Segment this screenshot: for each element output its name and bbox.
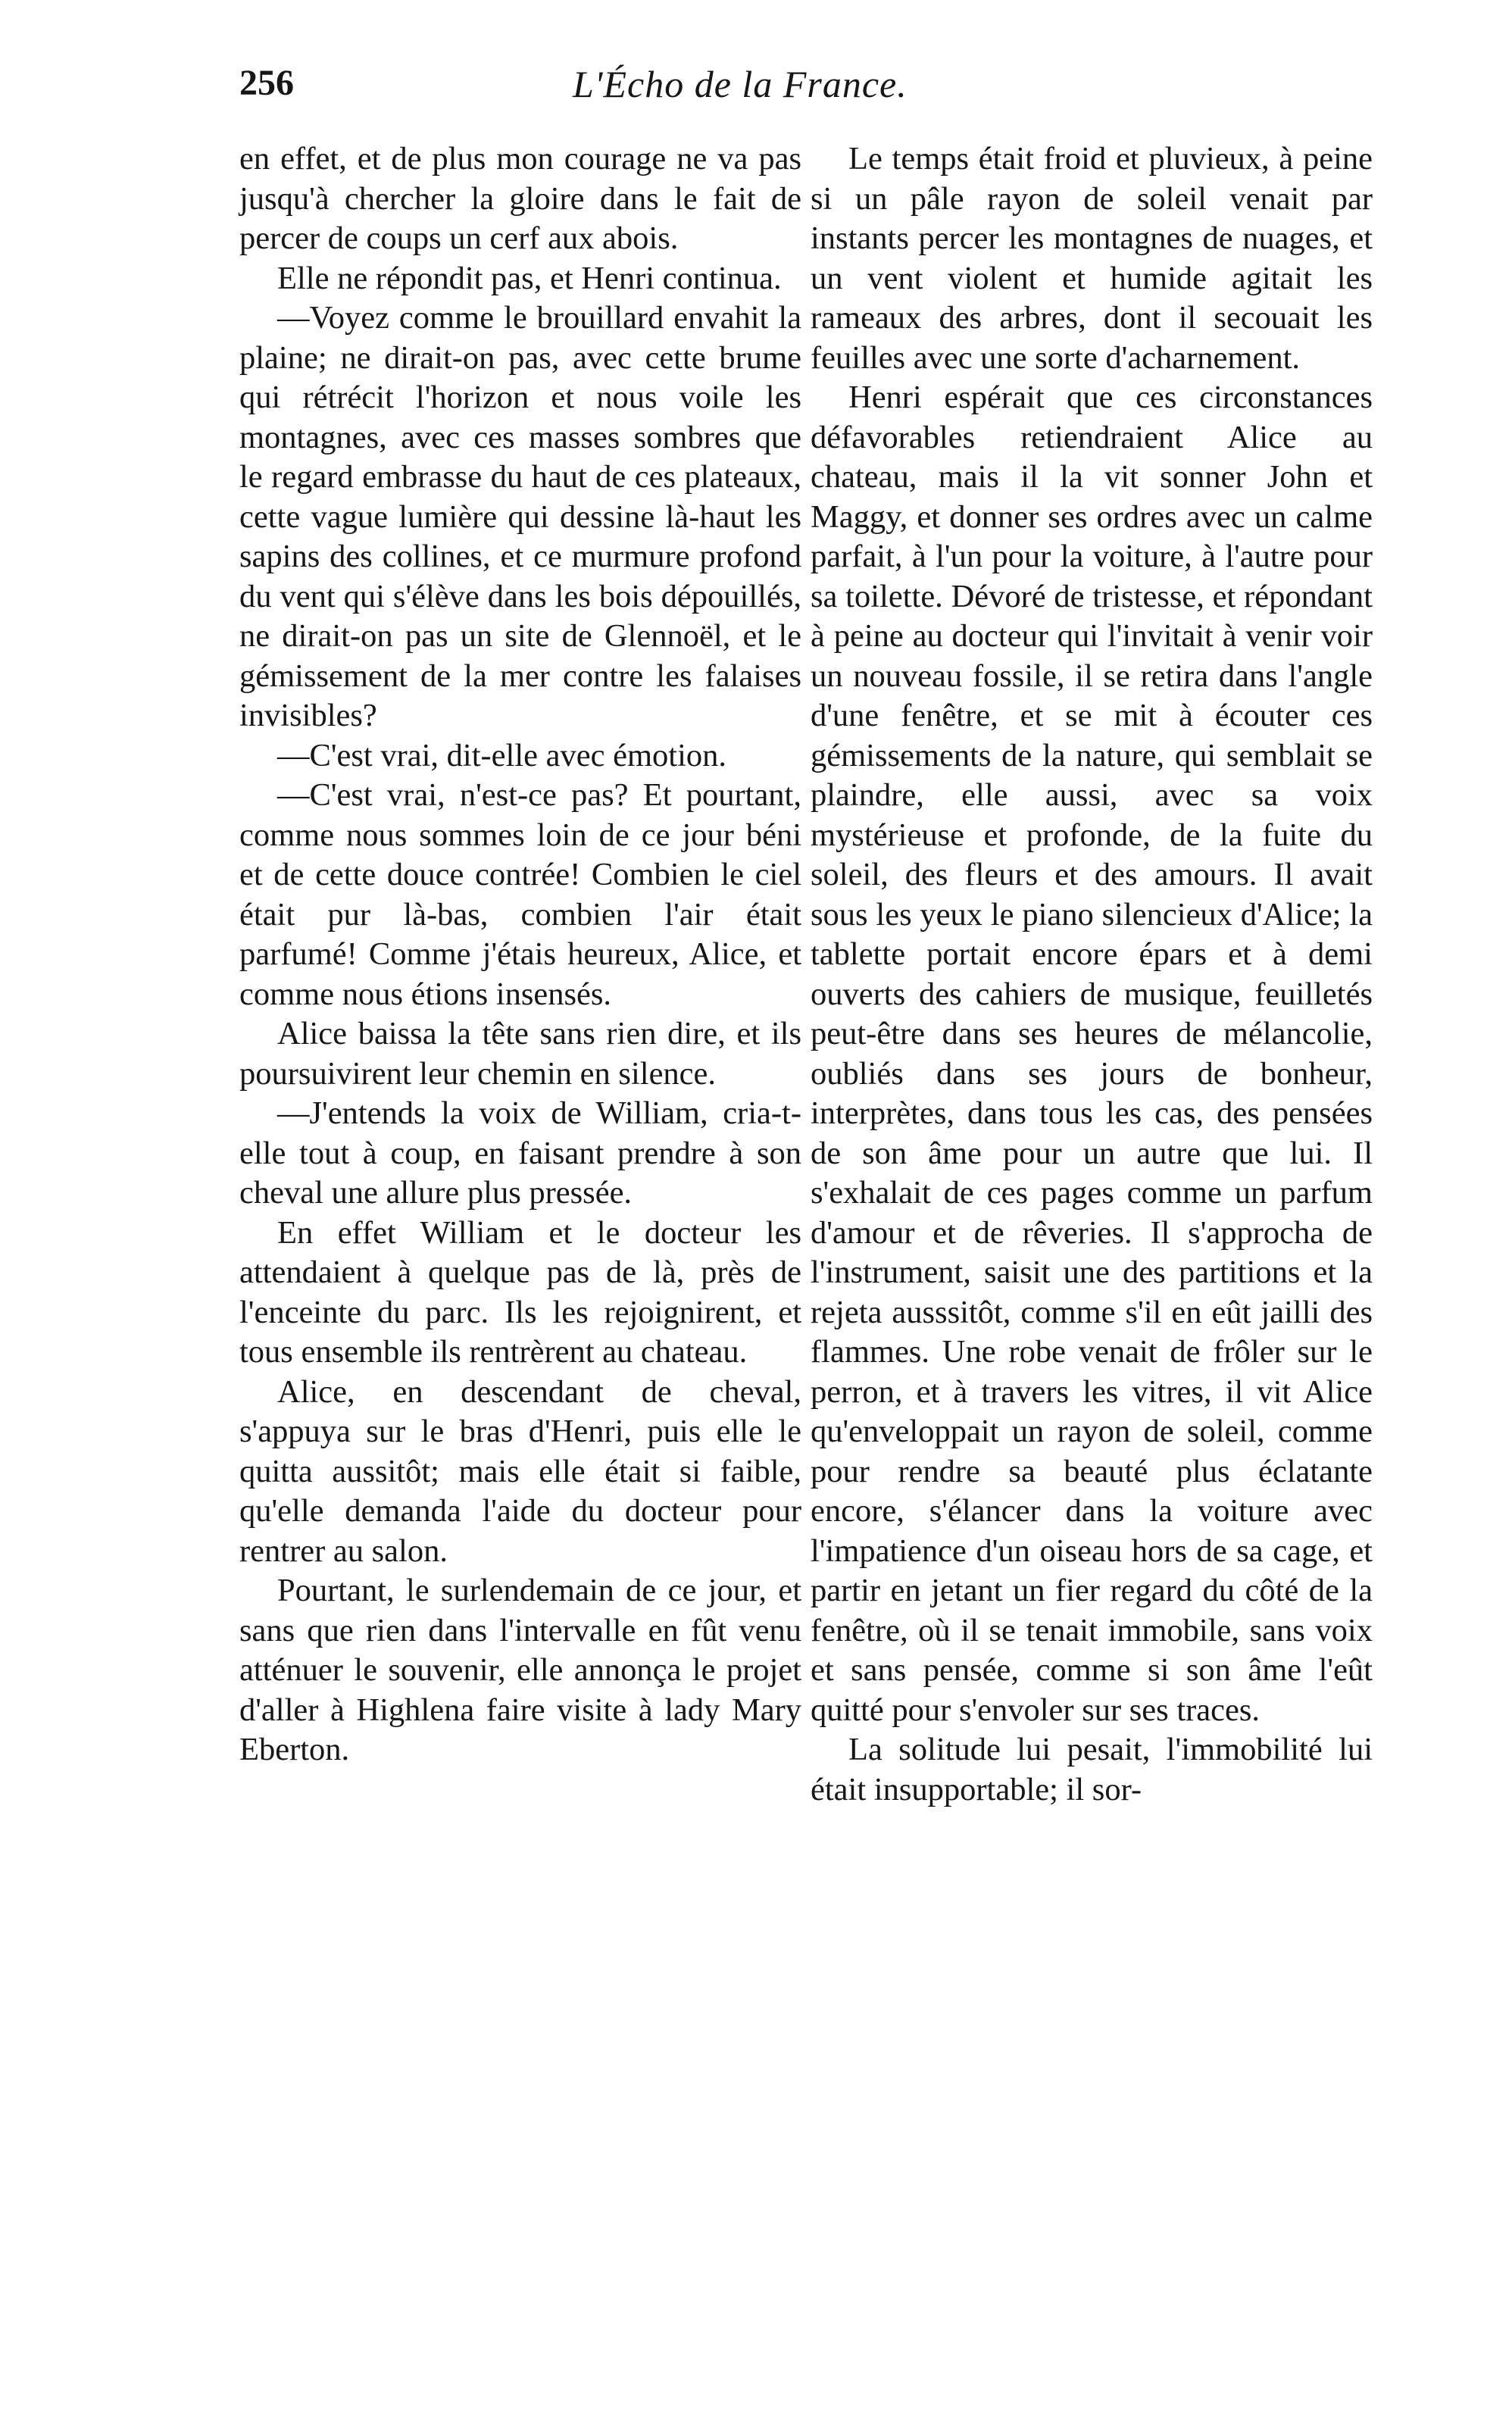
paragraph: Henri espérait que ces circonstances défavorables retiendraient Alice au chateau, mais il la vit sonner John et Maggy, et donner ses ordres avec un calme parfait, à l'un pour la voiture, à l'autre pour sa toilette. Dévoré de tristesse, et répondant à peine au docteur qui l'invitait à venir voir un nouveau fossile, il se retira dans l'angle d'une fenêtre, et se mit à écouter ces gémissements de la nature, qui semblait se plaindre, elle aussi, avec sa voix mystérieuse et profonde, de la fuite du soleil, des fleurs et des amours. Il avait sous les yeux le piano silencieux d'Alice; la tablette portait encore épars et à demi ouverts des cahiers de musique, feuilletés peut-être dans ses heures de mélancolie, oubliés dans ses jours de bonheur, interprètes, dans tous les cas, des pensées de son âme pour un autre que lui. Il s'exhalait de ces pages comme un parfum d'amour et de rêveries. Il s'approcha de l'instrument, saisit une des partitions et la rejeta ausssitôt, comme s'il en eût jailli des flammes. Une robe venait de frôler sur le perron, et à travers les vitres, il vit Alice qu'enveloppait un rayon de soleil, comme pour rendre sa beauté plus éclatante encore, s'élancer dans la voiture avec l'impatience d'un oiseau hors de sa cage, et partir en jetant un fier regard du côté de la fenêtre, où il se tenait immobile, sans voix et sans pensée, comme si son âme l'eût quitté pour s'envoler sur ses traces. [811, 380, 1373, 1728]
paragraph: Alice baissa la tête sans rien dire, et ils poursuivirent leur chemin en silence. [239, 1016, 801, 1092]
paragraph: Alice, en descendant de cheval, s'appuya sur le bras d'Henri, puis elle le quitta aussitôt; mais elle était si faible, qu'elle demanda l'aide du docteur pour rentrer au salon. [239, 1373, 801, 1569]
running-title: L'Écho de la France. [573, 63, 908, 105]
right-text-column [811, 139, 1373, 1810]
paragraph: Pourtant, le surlendemain de ce jour, et sans que rien dans l'intervalle en fût venu atténuer le souvenir, elle annonça le projet d'aller à Highlena faire visite à lady Mary Eberton. [239, 1573, 801, 1767]
paragraph: —Voyez comme le brouillard envahit la plaine; ne dirait-on pas, avec cette brume qui rétrécit l'horizon et nous voile les montagnes, avec ces masses sombres que le regard embrasse du haut de ces plateaux, cette vague lumière qui dessine là-haut les sapins des collines, et ce murmure profond du vent qui s'élève dans les bois dépouillés, ne dirait-on pas un site de Glennoël, et le gémissement de la mer contre les falaises invisibles? [239, 300, 801, 733]
page-header [239, 62, 1376, 115]
page-number: 256 [239, 63, 294, 103]
left-text-column [239, 139, 801, 1770]
paragraph: La solitude lui pesait, l'immobilité lui était insupportable; il sor- [811, 1732, 1373, 1807]
paragraph: En effet William et le docteur les attendaient à quelque pas de là, près de l'enceinte du parc. Ils les rejoignirent, et tous ensemble ils rentrèrent au chateau. [239, 1214, 801, 1370]
paragraph: —J'entends la voix de William, cria-t-elle tout à coup, en faisant prendre à son cheval une allure plus pressée. [239, 1095, 801, 1211]
paragraph: —C'est vrai, dit-elle avec émotion. [277, 737, 727, 773]
paragraph: —C'est vrai, n'est-ce pas? Et pourtant, comme nous sommes loin de ce jour béni et de cette douce contrée! Combien le ciel était pur là-bas, combien l'air était parfumé! Comme j'étais heureux, Alice, et comme nous étions insensés. [239, 777, 801, 1012]
paragraph: Le temps était froid et pluvieux, à peine si un pâle rayon de soleil venait par instants percer les montagnes de nuages, et un vent violent et humide agitait les rameaux des arbres, dont il secouait les feuilles avec une sorte d'acharnement. [811, 141, 1373, 376]
paragraph: Elle ne répondit pas, et Henri continua. [277, 260, 782, 296]
paragraph: en effet, et de plus mon courage ne va pas jusqu'à chercher la gloire dans le fait de percer de coups un cerf aux abois. [239, 141, 801, 256]
